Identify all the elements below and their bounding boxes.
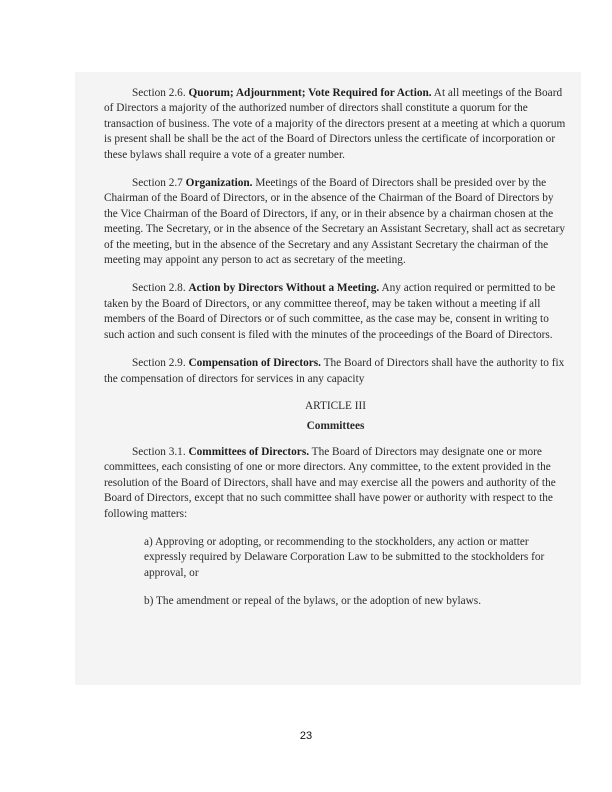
section-title: Committees of Directors. (188, 445, 310, 458)
section-title: Organization. (185, 177, 253, 190)
section-number: Section 2.7 (132, 177, 183, 190)
section-number: Section 3.1. (132, 445, 186, 458)
section-number: Section 2.8. (132, 282, 186, 295)
section-title: Quorum; Adjournment; Vote Required for Action. (188, 87, 432, 99)
scanned-page (75, 72, 581, 685)
section-title: Compensation of Directors. (188, 357, 321, 370)
section-text: Meetings of the Board of Directors shall be presided over by the Chairman of the Board of Directors, or in the absence of the Chairman of the Board of Directors by the Vice Chairman of the Board of Directors, if any, or in their absence by a chairman chosen at the meeting. The Secretary, or in the absence of the Secretary an Assistant Secretary, shall act as secretary of the meeting, but in the absence of the Secretary and any Assistant Secretary the chairman of the meeting may appoint any person to act as secretary of the meeting. (104, 177, 565, 267)
section-title: Action by Directors Without a Meeting. (188, 282, 380, 295)
section-text: The Board of Directors shall have the authority to fix the compensation of directors for services in any capacity (104, 357, 565, 385)
matters-list (144, 535, 567, 610)
section-text: At all meetings of the Board of Directors a majority of the authorized number of directors shall constitute a quorum for the transaction of business. The vote of a majority of the directors present at a meeting at which a quorum is present shall be shall be the act of the Board of Directors unless the certificate of incorporation or these bylaws shall require a vote of a greater number. (104, 87, 566, 161)
section-number: Section 2.9. (132, 357, 186, 370)
section-2-8 (104, 281, 567, 343)
article-heading: ARTICLE III (304, 399, 367, 412)
section-text: Any action required or permitted to be taken by the Board of Directors, or any committee thereof, may be taken without a meeting if all members of the Board of Directors or of such committee, as the case may be, consent in writing to such action and such consent is filed with the minutes of the proceedings of the Board of Directors. (104, 282, 556, 341)
page-number: 23 (299, 730, 313, 742)
list-item: a) Approving or adopting, or recommending to the stockholders, any action or matter expressly required by Delaware Corporation Law to be submitted to the stockholders for approval, or (144, 535, 545, 579)
section-3-1 (104, 445, 567, 522)
section-2-7 (104, 176, 567, 268)
section-text: The Board of Directors may designate one or more committees, each consisting of one or more directors. Any committee, to the extent provided in the resolution of the Board of Directors, shall have and may exercise all the powers and authority of the Board of Directors, except that no such committee shall have power or authority with respect to the following matters: (104, 445, 556, 520)
section-2-9 (104, 356, 567, 387)
list-item: b) The amendment or repeal of the bylaws, or the adoption of new bylaws. (144, 595, 482, 608)
section-2-6 (104, 86, 567, 163)
article-subheading: Committees (306, 419, 365, 432)
section-number: Section 2.6. (132, 87, 186, 99)
